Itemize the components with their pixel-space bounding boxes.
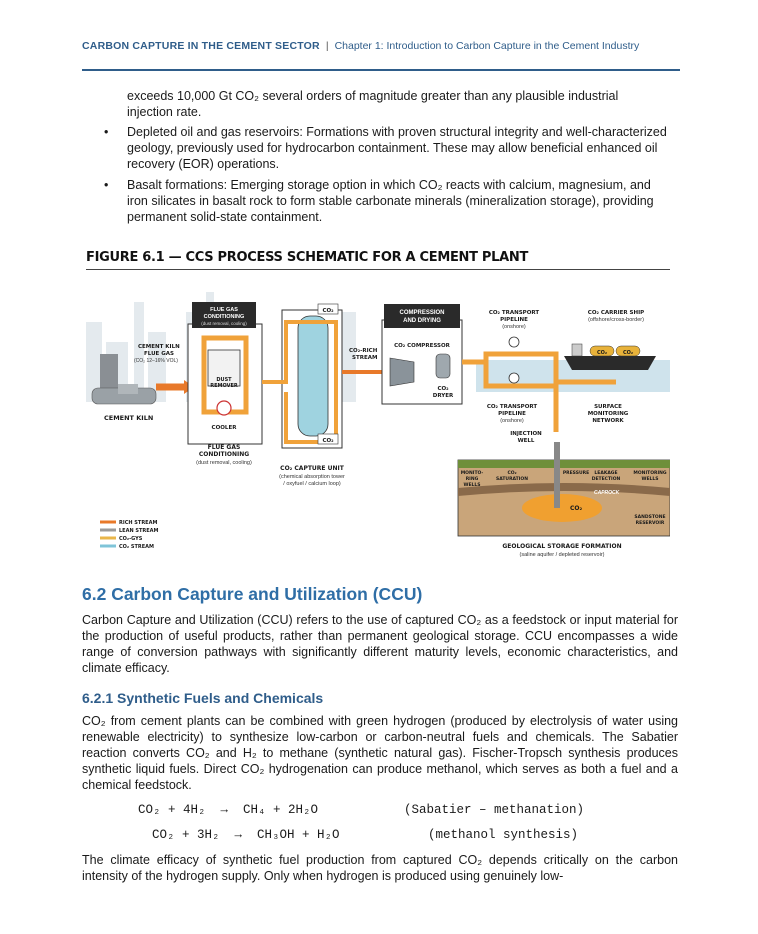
fgc-header-note: (dust removal, cooling)	[201, 321, 247, 326]
pipeline-bottom-label: CO₂ TRANSPORT	[486, 404, 538, 410]
absorption-tower	[298, 316, 328, 436]
section-heading: 6.2 Carbon Capture and Utilization (CCU)	[82, 584, 423, 604]
bullet-marker: •	[104, 125, 109, 139]
capture-unit-note: (chemical absorption tower	[279, 474, 345, 480]
kiln-flue-gas-label: CEMENT KILN	[138, 344, 180, 350]
cooler-icon	[217, 401, 231, 415]
fgc-bottom-label: FLUE GAS	[207, 444, 241, 451]
reservoir-co2-label: CO₂	[570, 505, 583, 512]
chapter-title: Chapter 1: Introduction to Carbon Capture in the Cement Industry	[334, 40, 640, 52]
co2-tag-top-label: CO₂	[322, 308, 334, 314]
sandstone-reservoir-label: SANDSTONE	[634, 515, 666, 520]
bullet-text: Basalt formations: Emerging storage option in which CO₂ reacts with calcium, magnesium, and iron silicates in basalt rock to form stable carbonate minerals (mineralization storage), providing permanent solid-state containment.	[127, 178, 654, 224]
equation-methanol: CO₂ + 3H₂ → CH₃OH + H₂O	[152, 828, 340, 842]
geological-storage-note: (saline aquifer / depleted reservoir)	[519, 552, 605, 558]
dust-remover-label: REMOVER	[210, 383, 238, 389]
pipeline-bottom-label: PIPELINE	[498, 411, 526, 417]
cement-kiln-label: CEMENT KILN	[104, 414, 154, 422]
pipeline-top-label: PIPELINE	[500, 317, 528, 323]
continuation-text: exceeds 10,000 Gt CO₂ several orders of magnitude greater than any plausible industrial injection rate.	[127, 89, 619, 119]
monitoring-wells-left: MONITO-	[460, 471, 484, 476]
ship-label: CO₂ CARRIER SHIP	[587, 310, 645, 316]
subsection-heading: 6.2.1 Synthetic Fuels and Chemicals	[82, 690, 324, 706]
running-header	[82, 40, 680, 53]
surface-monitoring-label: NETWORK	[592, 418, 624, 424]
leakage-detection-label: LEAKAGE	[594, 471, 618, 476]
book-title: CARBON CAPTURE IN THE CEMENT SECTOR	[82, 40, 320, 52]
equation-methanol-note: (methanol synthesis)	[428, 828, 579, 842]
sandstone-reservoir-label: RESERVOIR	[635, 521, 665, 526]
closing-paragraph: The climate efficacy of synthetic fuel production from captured CO₂ depends critically on the carbon intensity of the hydrogen supply. Only when hydrogen is produced using genuinely low-	[82, 853, 678, 883]
monitoring-wells-right: MONITORING	[633, 471, 667, 476]
legend-label: RICH STREAM	[119, 520, 158, 526]
pipeline-top-note: (onshore)	[502, 324, 526, 330]
rich-stream-label: STREAM	[352, 355, 378, 361]
subsection-paragraph: CO₂ from cement plants can be combined with green hydrogen (produced by electrolysis of water using renewable electricity) to synthesize low-carbon or carbon-neutral fuels and chemicals. The Sabatier reaction converts CO₂ and H₂ to methane (synthetic natural gas). Fischer-Tropsch synthesis produces synthetic liquid fuels. Direct CO₂ hydrogenation can produce methanol, which serves as both a fuel and a chemical feedstock.	[82, 714, 678, 792]
fgc-header-label: FLUE GAS	[210, 307, 238, 313]
caprock-label: CAPROCK	[594, 490, 620, 496]
compression-header-label: COMPRESSION	[399, 310, 445, 316]
fgc-bottom-note: (dust removal, cooling)	[196, 460, 252, 466]
rich-stream-label: CO₂-RICH	[349, 348, 378, 354]
figure-title-rule	[86, 269, 670, 270]
header-separator: |	[325, 40, 329, 52]
monitoring-wells-right: WELLS	[641, 477, 659, 482]
compression-header-label: AND DRYING	[403, 318, 441, 324]
legend-label: LEAN STREAM	[119, 528, 159, 534]
bullet-marker: •	[104, 178, 109, 192]
co2-saturation-label: CO₂	[507, 471, 517, 476]
pipeline-top-label: CO₂ TRANSPORT	[488, 310, 540, 316]
dryer-label: DRYER	[432, 393, 454, 399]
monitoring-wells-left: RING	[465, 477, 479, 482]
geological-storage-label: GEOLOGICAL STORAGE FORMATION	[502, 543, 622, 550]
list-item	[104, 124, 669, 172]
capture-unit-note: / oxyfuel / calcium loop)	[283, 481, 341, 487]
compressor-label: CO₂ COMPRESSOR	[394, 343, 450, 349]
pipeline-bottom-note: (onshore)	[500, 418, 524, 424]
carrier-ship-icon	[564, 344, 656, 370]
equation-sabatier-note: (Sabatier – methanation)	[404, 803, 585, 817]
dryer-label: CO₂	[437, 386, 449, 392]
kiln-flue-gas-note: (CO₂ 12–16% VOL)	[134, 358, 178, 364]
valve-icon	[509, 373, 519, 383]
fgc-bottom-label: CONDITIONING	[198, 451, 250, 458]
kiln-flue-gas-label: FLUE GAS	[144, 351, 174, 357]
capture-unit-label: CO₂ CAPTURE UNIT	[280, 465, 344, 472]
surface-monitoring-label: SURFACE	[594, 404, 622, 410]
ship-note: (offshore/cross-border)	[588, 317, 644, 323]
dust-remover-label: DUST	[216, 377, 232, 383]
injection-well-label: INJECTION	[510, 431, 542, 437]
ship-tank-label: CO₂	[622, 350, 634, 356]
figure-title: FIGURE 6.1 — CCS PROCESS SCHEMATIC FOR A CEMENT PLANT	[86, 250, 529, 265]
cooler-label: COOLER	[211, 425, 237, 431]
co2-saturation-label: SATURATION	[495, 477, 529, 482]
equation-sabatier: CO₂ + 4H₂ → CH₄ + 2H₂O	[138, 803, 319, 817]
compression-header	[384, 304, 460, 328]
legend-label: CO₂ STREAM	[119, 544, 154, 550]
monitoring-wells-left: WELLS	[463, 483, 481, 488]
co2-tag-bottom-label: CO₂	[322, 438, 334, 444]
surface-monitoring-label: MONITORING	[587, 411, 629, 417]
section-paragraph: Carbon Capture and Utilization (CCU) refers to the use of captured CO₂ as a feedstock or input material for the production of useful products, rather than permanent geological storage. CCU encompasses a wide range of conversion pathways with significantly different maturity levels, economic characteristics, and climate efficacy.	[82, 613, 678, 675]
bullet-list	[104, 124, 669, 230]
bullet-text: Depleted oil and gas reservoirs: Formations with proven structural integrity and well-characterized geology, previously used for hydrocarbon containment. These may allow beneficial enhanced oil recovery (EOR) operations.	[127, 125, 667, 171]
valve-icon	[509, 337, 519, 347]
dryer-icon	[436, 354, 450, 378]
header-rule	[82, 69, 680, 71]
list-item	[104, 177, 669, 225]
leakage-detection-label: DETECTION	[591, 477, 621, 482]
figure-legend	[100, 520, 159, 550]
injection-well-label: WELL	[517, 438, 535, 444]
ccs-schematic-figure	[86, 292, 670, 568]
pressure-label: PRESSURE	[562, 471, 590, 476]
compressor-icon	[390, 358, 414, 386]
ship-tank-label: CO₂	[596, 350, 608, 356]
legend-label: CO₂-GYS	[119, 536, 143, 542]
fgc-header-label: CONDITIONING	[203, 314, 245, 320]
